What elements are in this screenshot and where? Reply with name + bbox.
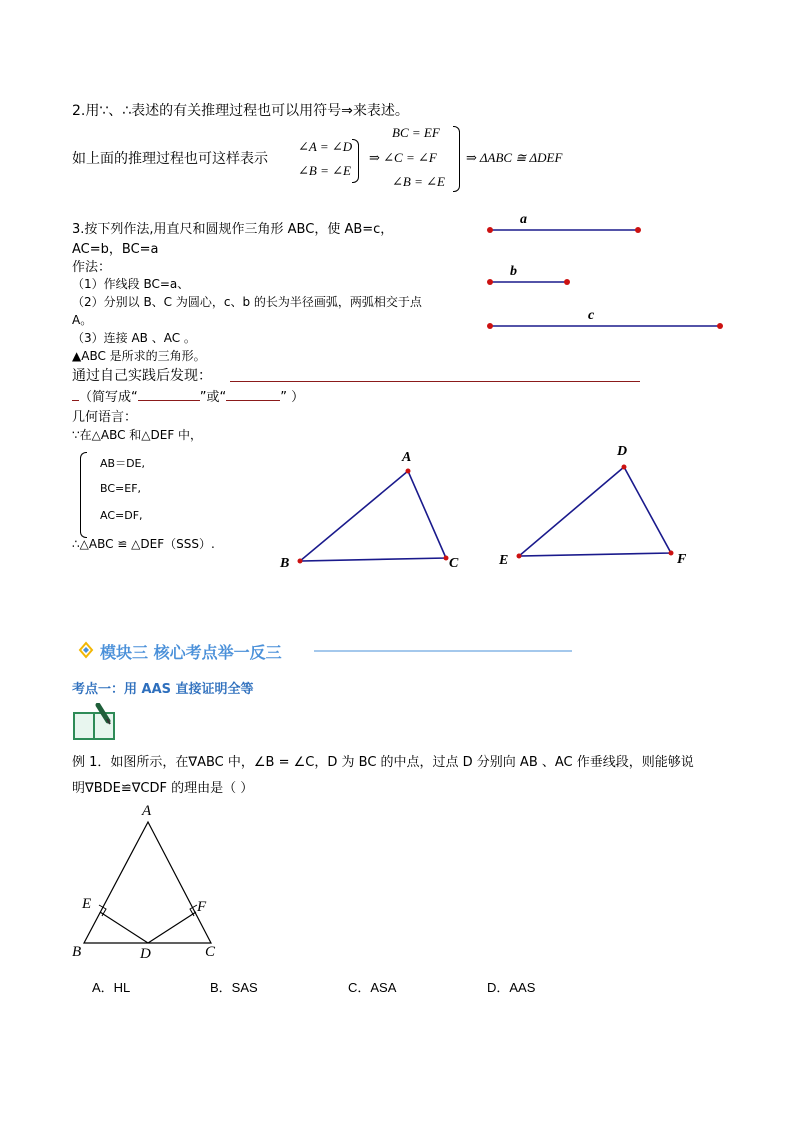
example-label-f: F (197, 899, 207, 915)
example-label-e: E (82, 896, 92, 912)
module-diamond-icon (78, 641, 94, 659)
segment-b-start-point (487, 279, 493, 285)
triangle2-label-d: D (617, 444, 628, 459)
example-question-line-1: 例 1．如图所示，在∇ABC 中，∠B = ∠C，D 为 BC 的中点，过点 D 分别向 AB 、AC 作垂线段，则能够说 (72, 755, 694, 770)
example-question-line-2: 明∇BDE≌∇CDF 的理由是（ ） (72, 781, 254, 796)
vertex-a-point (406, 469, 411, 474)
condition-bc-ef: BC=EF, (100, 482, 142, 495)
section2-line2-prefix: 如上面的推理过程也可这样表示 (72, 151, 268, 167)
triangle1-label-c: C (449, 556, 459, 571)
segment-c-end-point (717, 323, 723, 329)
vertex-b-point (298, 559, 303, 564)
abbr-or: ”或“ (199, 390, 227, 405)
right-condition-1: BC = EF (392, 125, 440, 140)
kaodian-title: 考点一：用 AAS 直接证明全等 (72, 682, 254, 697)
vertex-e-point (517, 554, 522, 559)
segment-c-label: c (588, 308, 595, 323)
conclusion-line: ▲ABC 是所求的三角形。 (72, 349, 206, 363)
discover-label: 通过自己实践后发现： (72, 368, 212, 384)
therefore-line: ∴△ABC ≌ △DEF（SSS）. (72, 537, 215, 551)
triangle-abc (300, 471, 446, 561)
section2-line1: 2.用∵、∴表述的有关推理过程也可以用符号⇒来表述。 (72, 103, 409, 119)
geometry-language-label: 几何语言： (72, 410, 138, 425)
segment-c-start-point (487, 323, 493, 329)
segment-a-end-point (635, 227, 641, 233)
triangle2-label-f: F (677, 552, 687, 567)
perpendicular-de (100, 912, 148, 943)
left-condition-2: ∠B = ∠E (298, 163, 351, 178)
segment-a-label: a (520, 212, 527, 227)
right-condition-3: ∠B = ∠E (392, 174, 445, 189)
option-b[interactable]: B．SAS (210, 980, 258, 995)
example-label-c: C (205, 944, 216, 960)
section3-intro-2: AC=b，BC=a (72, 242, 159, 257)
condition-ac-df: AC=DF, (100, 509, 143, 522)
vertex-f-point (669, 551, 674, 556)
abbr-open: （简写成“ (79, 390, 138, 405)
example-triangle-abc (84, 822, 211, 943)
example-label-b: B (72, 944, 82, 960)
option-c[interactable]: C．ASA (348, 980, 397, 995)
step-2b: A。 (72, 313, 93, 327)
vertex-d-point (622, 465, 627, 470)
triangle-def (519, 467, 671, 556)
module-title: 模块三 核心考点举一反三 (100, 643, 282, 662)
because-line: ∵在△ABC 和△DEF 中， (72, 428, 203, 442)
option-a[interactable]: A．HL (92, 980, 131, 995)
book-pencil-icon (72, 703, 118, 741)
perpendicular-df (148, 912, 196, 943)
triangle1-label-b: B (280, 556, 290, 571)
option-d[interactable]: D．AAS (487, 980, 536, 995)
step-1: （1）作线段 BC=a、 (72, 277, 190, 291)
example-label-a: A (142, 803, 152, 819)
abbr-close: ” ） (280, 390, 305, 405)
example-label-d: D (140, 946, 151, 962)
segment-a-start-point (487, 227, 493, 233)
segment-b-label: b (510, 264, 517, 279)
step-2a: （2）分别以 B、C 为圆心，c、b 的长为半径画弧，两弧相交于点 (72, 295, 422, 309)
step-3: （3）连接 AB 、AC 。 (72, 331, 196, 345)
condition-ab-de: AB＝DE, (100, 457, 145, 470)
segment-b-end-point (564, 279, 570, 285)
triangle1-label-a: A (402, 450, 412, 465)
triangle2-label-e: E (499, 553, 509, 568)
method-heading: 作法： (72, 260, 112, 275)
left-condition-1: ∠A = ∠D (298, 139, 353, 154)
middle-implication: ⇒ ∠C = ∠F (369, 150, 437, 165)
vertex-c-point (444, 556, 449, 561)
right-angle-mark-e (99, 905, 106, 916)
result-congruence: ⇒ ΔABC ≅ ΔDEF (466, 150, 563, 165)
section3-intro-1: 3.按下列作法,用直尺和圆规作三角形 ABC，使 AB=c， (72, 222, 394, 237)
